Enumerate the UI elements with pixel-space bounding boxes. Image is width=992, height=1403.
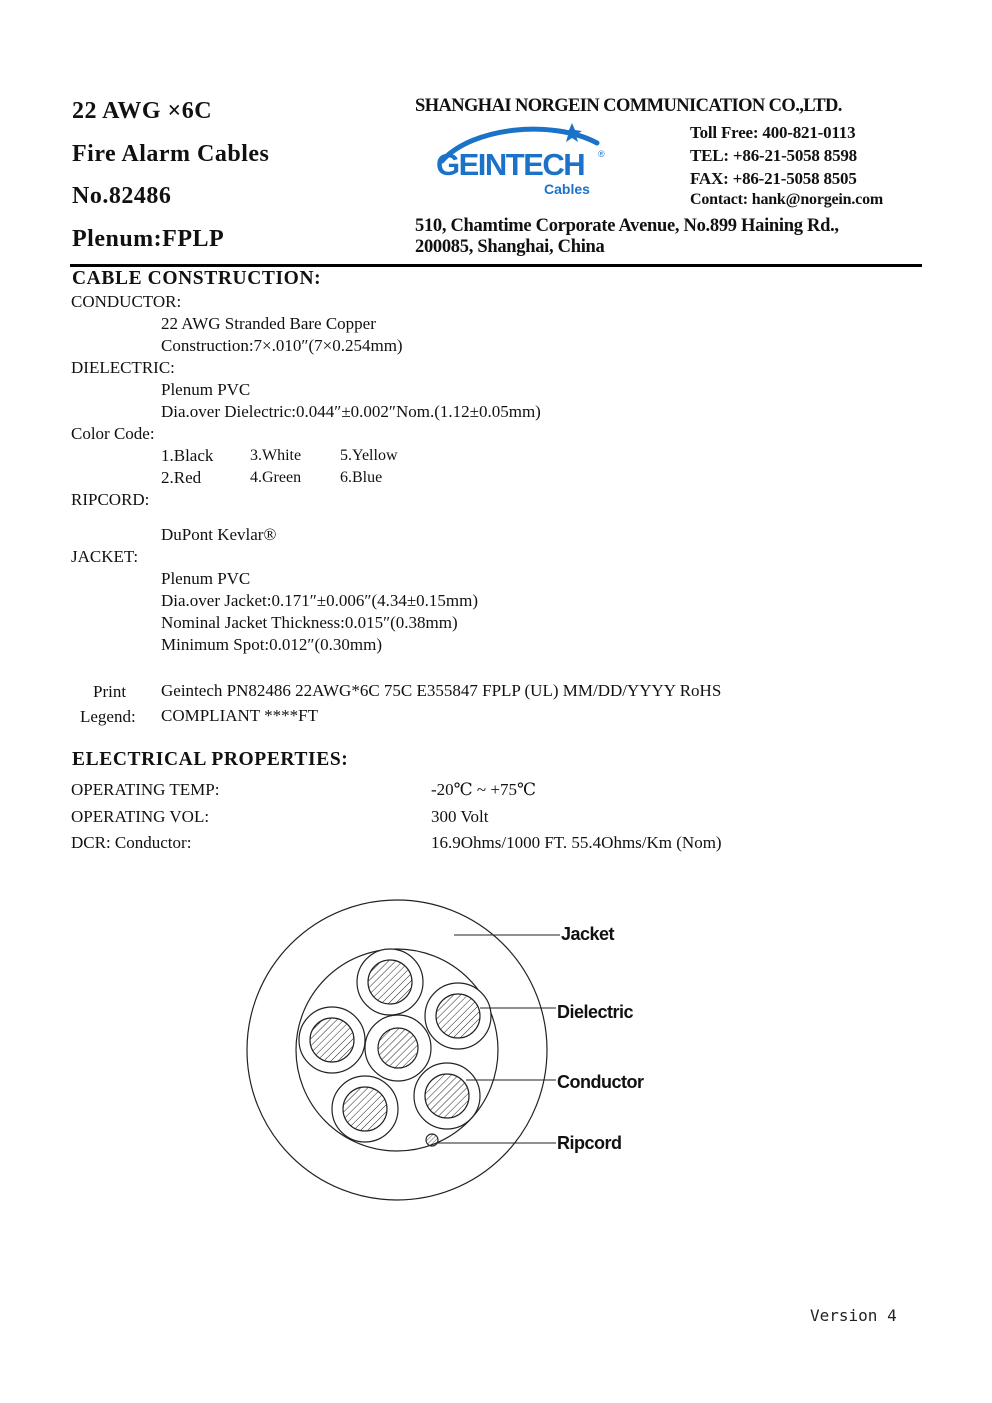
company-name: SHANGHAI NORGEIN COMMUNICATION CO.,LTD. <box>415 96 842 116</box>
operating-vol-value: 300 Volt <box>431 807 489 826</box>
conductor-label: CONDUCTOR: <box>71 292 182 311</box>
jacket-line-1: Plenum PVC <box>161 569 251 588</box>
jacket-line-2: Dia.over Jacket:0.171″±0.006″(4.34±0.15mm) <box>161 591 479 610</box>
conductor-line-1: 22 AWG Stranded Bare Copper <box>161 314 376 333</box>
wire-core <box>332 1076 398 1142</box>
logo-registered: ® <box>598 149 605 159</box>
contact-email: Contact: hank@norgein.com <box>690 191 883 208</box>
header-divider <box>70 264 922 267</box>
color-code-label: Color Code: <box>71 424 155 443</box>
ripcord-label: RIPCORD: <box>71 490 150 509</box>
telephone: TEL: +86-21-5058 8598 <box>690 146 857 165</box>
diagram-label-ripcord: Ripcord <box>557 1133 622 1153</box>
company-logo <box>432 121 622 201</box>
jacket-line-3: Nominal Jacket Thickness:0.015″(0.38mm) <box>161 613 458 632</box>
fax: FAX: +86-21-5058 8505 <box>690 169 857 188</box>
conductor-line-2: Construction:7×.010″(7×0.254mm) <box>161 336 403 355</box>
cable-construction-heading: CABLE CONSTRUCTION: <box>72 268 322 289</box>
color-code-item: 3.White <box>250 447 302 464</box>
print-legend-label-1: Print <box>93 682 127 701</box>
print-legend-line-1: Geintech PN82486 22AWG*6C 75C E355847 FPLP (UL) MM/DD/YYYY RoHS <box>161 681 722 700</box>
diagram-label-conductor: Conductor <box>557 1072 644 1092</box>
dielectric-line-2: Dia.over Dielectric:0.044″±0.002″Nom.(1.12±0.05mm) <box>161 402 541 421</box>
dcr-conductor-label: DCR: Conductor: <box>71 833 192 852</box>
title-plenum: Plenum:FPLP <box>72 226 225 252</box>
color-code-item: 2.Red <box>161 468 202 487</box>
ripcord-line-1: DuPont Kevlar® <box>161 525 277 544</box>
jacket-line-4: Minimum Spot:0.012″(0.30mm) <box>161 635 383 654</box>
diagram-label-jacket: Jacket <box>561 924 615 944</box>
wire-core <box>365 1015 431 1081</box>
jacket-label: JACKET: <box>71 547 139 566</box>
electrical-properties-heading: ELECTRICAL PROPERTIES: <box>72 749 349 770</box>
print-legend-label-2: Legend: <box>80 707 136 726</box>
print-legend-line-2: COMPLIANT ****FT <box>161 706 318 725</box>
color-code-item: 4.Green <box>250 469 302 486</box>
title-number: No.82486 <box>72 183 172 209</box>
logo-sub: Cables <box>544 181 590 197</box>
title-type: Fire Alarm Cables <box>72 141 270 167</box>
dcr-conductor-value: 16.9Ohms/1000 FT. 55.4Ohms/Km (Nom) <box>431 833 722 852</box>
color-code-item: 1.Black <box>161 446 214 465</box>
wire-core <box>357 949 423 1015</box>
title-awg: 22 AWG ×6C <box>72 98 213 124</box>
operating-temp-value: -20℃ ~ +75℃ <box>431 780 536 799</box>
toll-free: Toll Free: 400-821-0113 <box>690 123 856 142</box>
ripcord-element <box>426 1134 438 1146</box>
dielectric-label: DIELECTRIC: <box>71 358 175 377</box>
operating-vol-label: OPERATING VOL: <box>71 807 210 826</box>
address-line-1: 510, Chamtime Corporate Avenue, No.899 Haining Rd., <box>415 216 839 236</box>
diagram-label-dielectric: Dielectric <box>557 1002 634 1022</box>
wire-core <box>425 983 491 1049</box>
logo-word: GEINTECH <box>436 147 585 182</box>
color-code-item: 5.Yellow <box>340 447 398 464</box>
operating-temp-label: OPERATING TEMP: <box>71 780 220 799</box>
version-label: Version 4 <box>810 1306 897 1325</box>
dielectric-line-1: Plenum PVC <box>161 380 251 399</box>
wire-core <box>414 1063 480 1129</box>
wire-core <box>299 1007 365 1073</box>
color-code-item: 6.Blue <box>340 469 383 486</box>
address-line-2: 200085, Shanghai, China <box>415 237 605 257</box>
